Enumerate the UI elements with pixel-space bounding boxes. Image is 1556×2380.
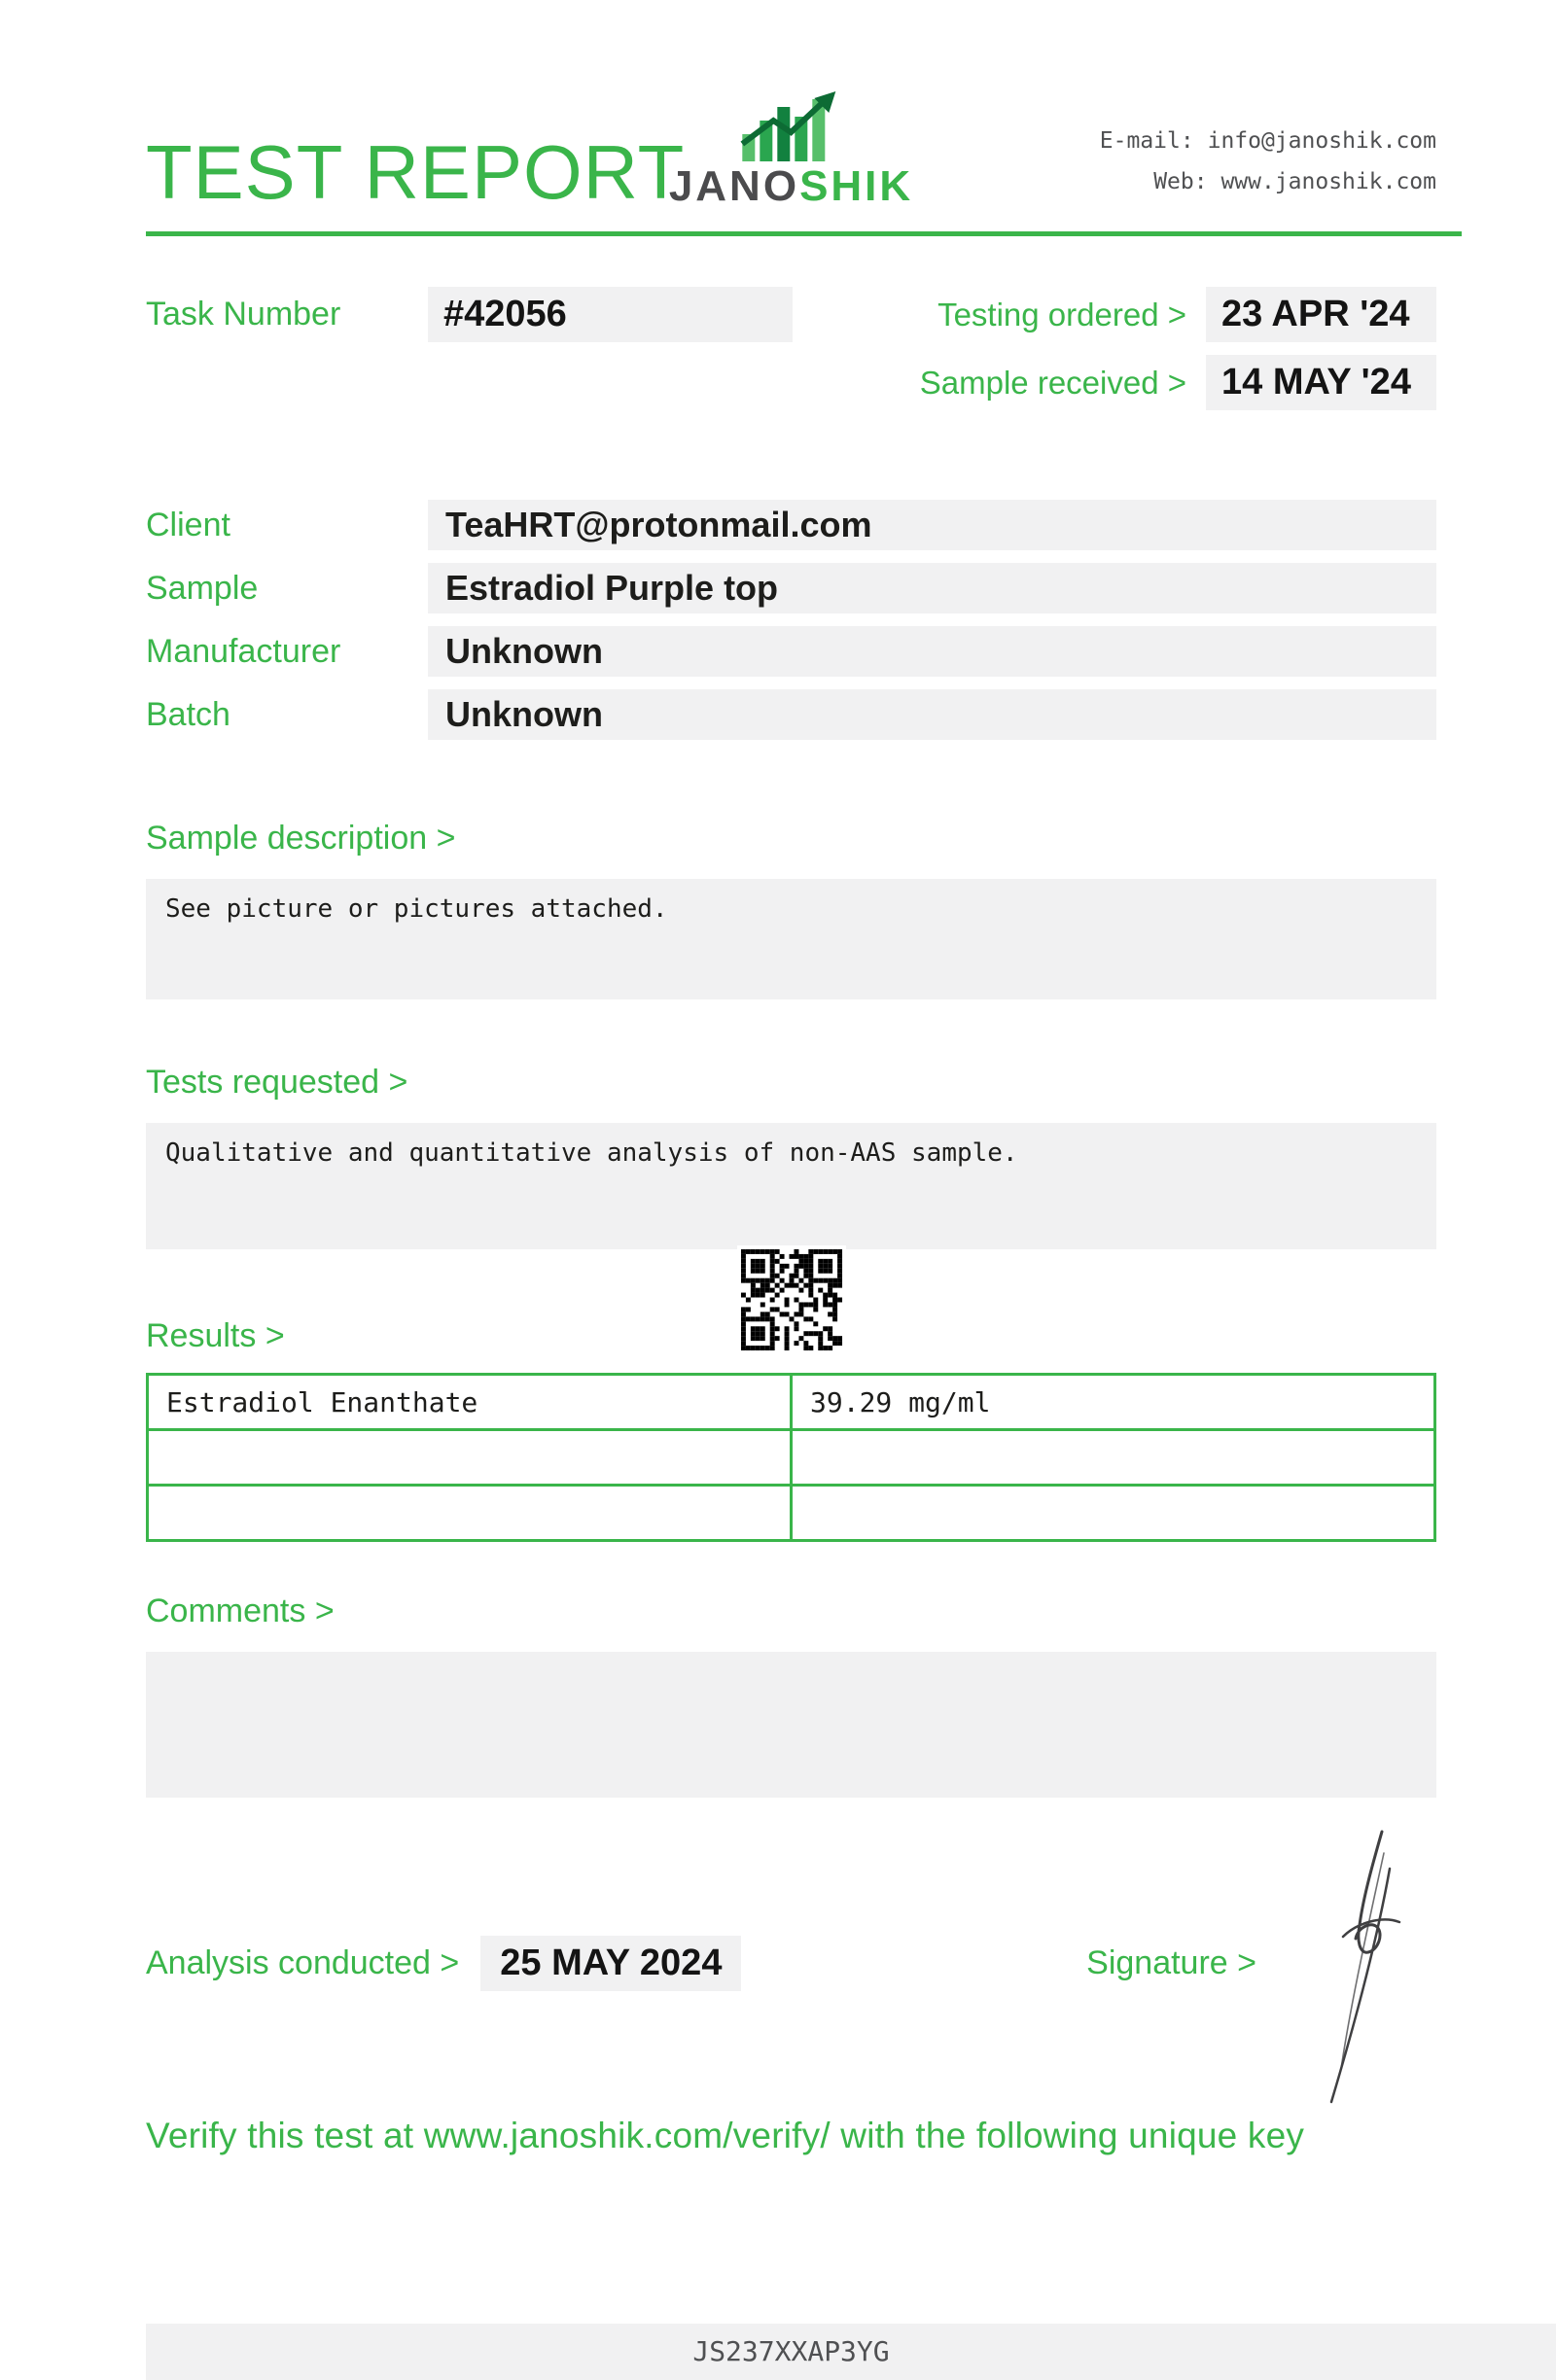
signature-area: [1086, 1944, 1256, 1982]
batch-value: Unknown: [428, 689, 1436, 740]
task-section: [146, 287, 1436, 410]
task-number-row: [146, 287, 793, 410]
result-row: [148, 1486, 1435, 1541]
testing-ordered-value: 23 APR '24: [1206, 287, 1436, 342]
analysis-conducted-value: 25 MAY 2024: [480, 1936, 741, 1991]
batch-label: Batch: [146, 695, 230, 733]
result-row: [148, 1375, 1435, 1430]
email-value: info@janoshik.com: [1207, 128, 1436, 155]
task-dates: [920, 287, 1436, 410]
header-divider: [146, 231, 1462, 236]
result-amount-cell: 39.29 mg/ml: [792, 1375, 1435, 1430]
signature-image: [1287, 1818, 1432, 2110]
sample-description-section: [146, 820, 1436, 999]
result-substance-cell: Estradiol Enanthate: [148, 1375, 792, 1430]
analysis-conducted: [146, 1936, 741, 1991]
result-row: [148, 1430, 1435, 1486]
qr-code: [737, 1245, 846, 1354]
unique-key: JS237XXAP3YG: [692, 2335, 890, 2367]
details-section: [146, 500, 1436, 740]
sample-description-box: [146, 879, 1436, 999]
analysis-conducted-label: Analysis conducted >: [146, 1944, 460, 1981]
contact-web: [1100, 162, 1436, 202]
report-header: [146, 86, 1436, 215]
sample-description-heading: Sample description >: [146, 820, 456, 857]
results-heading: Results >: [146, 1317, 285, 1354]
logo-chart-icon: [741, 91, 842, 161]
client-value: TeaHRT@protonmail.com: [428, 500, 1436, 550]
contact-email: [1100, 122, 1436, 161]
logo-wordmark-dark: JANO: [668, 162, 800, 210]
tests-requested-text: Qualitative and quantitative analysis of non-AAS sample.: [165, 1138, 1018, 1168]
manufacturer-value: Unknown: [428, 626, 1436, 677]
sample-received-value: 14 MAY '24: [1206, 355, 1436, 410]
web-label: Web:: [1153, 168, 1208, 194]
comments-box: [146, 1652, 1436, 1798]
results-section: [146, 1317, 1436, 1542]
results-table: [146, 1373, 1436, 1542]
report-title: TEST REPORT: [146, 129, 686, 215]
unique-key-strip: [146, 2324, 1556, 2380]
contact-info: [1100, 122, 1436, 202]
web-value: www.janoshik.com: [1220, 168, 1436, 194]
analysis-signature-row: [146, 1936, 1436, 1991]
verify-text: Verify this test at www.janoshik.com/verify/ with the following unique key: [146, 2116, 1305, 2155]
detail-row: [146, 689, 1436, 740]
comments-section: [146, 1592, 1436, 1798]
tests-requested-heading: Tests requested >: [146, 1064, 408, 1101]
result-substance-cell: [148, 1486, 792, 1541]
result-amount-cell: [792, 1430, 1435, 1486]
signature-label: Signature >: [1086, 1944, 1256, 1981]
sample-received-row: [920, 355, 1436, 410]
sample-value: Estradiol Purple top: [428, 563, 1436, 613]
result-amount-cell: [792, 1486, 1435, 1541]
janoshik-logo: [669, 91, 913, 208]
testing-ordered-row: [920, 287, 1436, 342]
sample-received-label: Sample received >: [919, 364, 1186, 401]
task-number-label: Task Number: [146, 296, 341, 332]
comments-heading: Comments >: [146, 1592, 335, 1629]
sample-description-text: See picture or pictures attached.: [165, 894, 668, 924]
test-report-page: [0, 86, 1556, 2380]
detail-row: [146, 626, 1436, 677]
manufacturer-label: Manufacturer: [146, 632, 341, 670]
detail-row: [146, 563, 1436, 613]
detail-row: [146, 500, 1436, 550]
logo-wordmark-green: SHIK: [799, 162, 914, 210]
logo-wordmark: [668, 162, 914, 210]
testing-ordered-label: Testing ordered >: [937, 296, 1186, 332]
task-number-value: #42056: [428, 287, 793, 342]
result-substance-cell: [148, 1430, 792, 1486]
client-label: Client: [146, 506, 230, 543]
tests-requested-section: [146, 1064, 1436, 1249]
sample-label: Sample: [146, 569, 259, 607]
tests-requested-box: [146, 1123, 1436, 1249]
email-label: E-mail:: [1099, 128, 1194, 155]
